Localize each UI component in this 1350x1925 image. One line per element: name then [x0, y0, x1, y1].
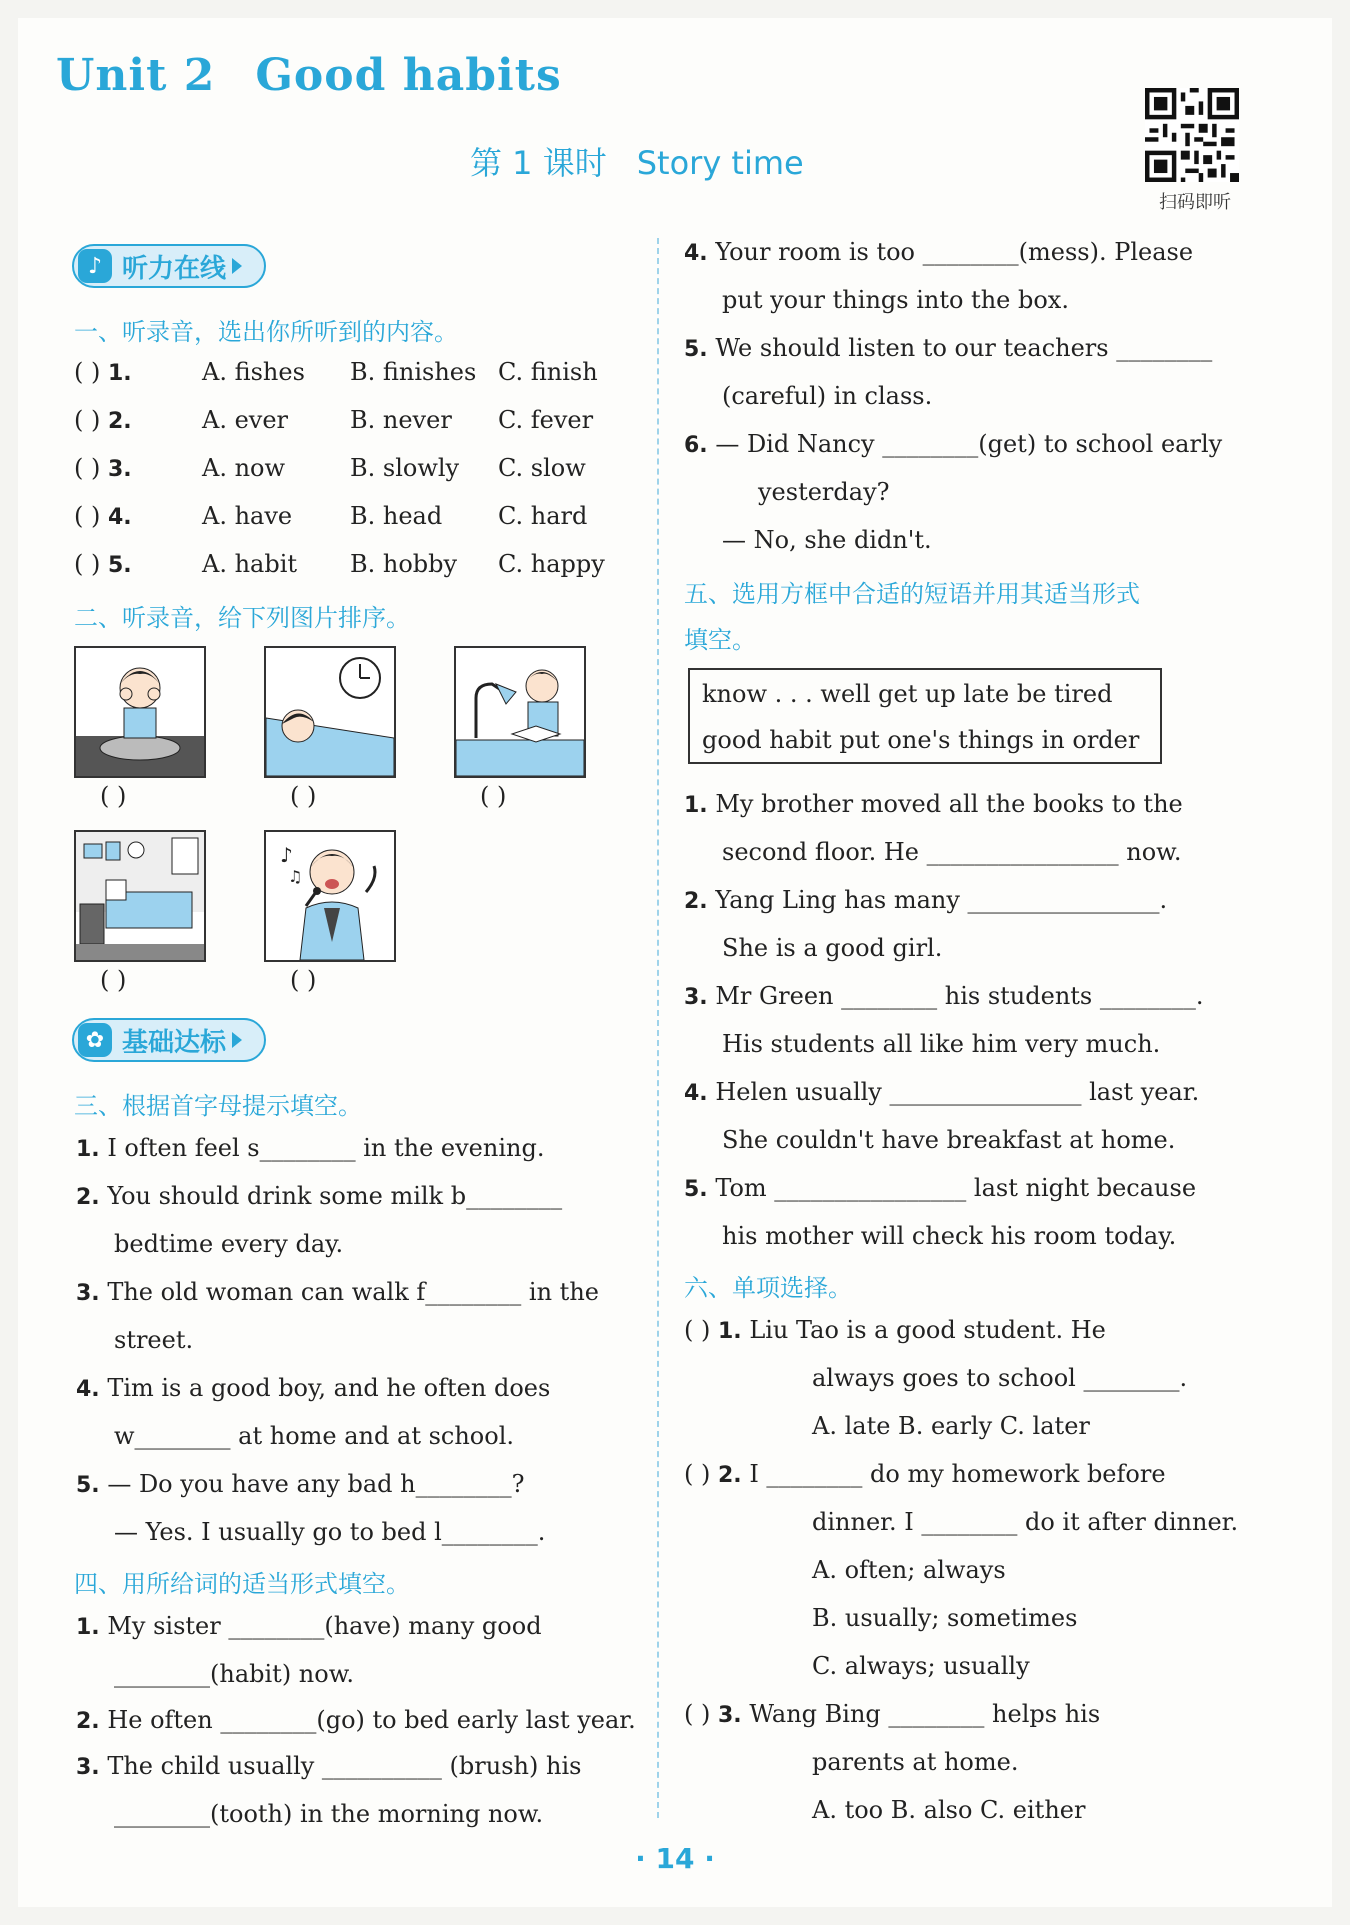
- phrase-box-line: good habit put one's things in order: [702, 726, 1140, 754]
- list-item: C. always; usually: [812, 1652, 1030, 1680]
- list-item: 5. Tom ________________ last night because: [684, 1174, 1197, 1202]
- list-item: She is a good girl.: [722, 934, 943, 962]
- list-item: ( ) 2. A. ever B. never C. fever: [74, 406, 594, 434]
- list-item: ( ) 3. A. now B. slowly C. slow: [74, 454, 586, 482]
- list-item: 2. Yang Ling has many ________________.: [684, 886, 1168, 914]
- picture-order-blank[interactable]: ( ): [290, 966, 317, 994]
- part1-title: 一、听录音，选出你所听到的内容。: [74, 318, 458, 346]
- part5-title-cont: 填空。: [684, 626, 756, 654]
- list-item: (careful) in class.: [722, 382, 933, 410]
- list-item: 2. He often ________(go) to bed early last year.: [76, 1706, 636, 1734]
- picture-sleeping: [264, 646, 396, 778]
- picture-doing-homework: [454, 646, 586, 778]
- list-item: 1. I often feel s________ in the evening.: [76, 1134, 545, 1162]
- list-item: his mother will check his room today.: [722, 1222, 1177, 1250]
- svg-text:♫: ♫: [288, 867, 303, 886]
- qr-code-icon[interactable]: [1145, 88, 1239, 182]
- list-item: dinner. I ________ do it after dinner.: [812, 1508, 1239, 1536]
- list-item: second floor. He ________________ now.: [722, 838, 1182, 866]
- list-item: ( ) 3. Wang Bing ________ helps his: [684, 1700, 1101, 1728]
- picture-tidy-bedroom: [74, 830, 206, 962]
- part3-title: 三、根据首字母提示填空。: [74, 1092, 362, 1120]
- list-item: B. usually; sometimes: [812, 1604, 1078, 1632]
- list-item: street.: [114, 1326, 194, 1354]
- list-item: 3. The child usually __________ (brush) his: [76, 1752, 582, 1780]
- picture-order-blank[interactable]: ( ): [100, 782, 127, 810]
- list-item: 6. — Did Nancy ________(get) to school early: [684, 430, 1223, 458]
- picture-washing-face: [74, 646, 206, 778]
- phrase-box-line: know . . . well get up late be tired: [702, 680, 1113, 708]
- list-item: ( ) 2. I ________ do my homework before: [684, 1460, 1166, 1488]
- picture-order-blank[interactable]: ( ): [290, 782, 317, 810]
- part5-title: 五、选用方框中合适的短语并用其适当形式: [684, 580, 1140, 608]
- list-item: ( ) 4. A. have B. head C. hard: [74, 502, 588, 530]
- part2-title: 二、听录音，给下列图片排序。: [74, 604, 410, 632]
- list-item: 1. My brother moved all the books to the: [684, 790, 1183, 818]
- list-item: bedtime every day.: [114, 1230, 344, 1258]
- list-item: parents at home.: [812, 1748, 1019, 1776]
- list-item: 4. Helen usually ________________ last year.: [684, 1078, 1200, 1106]
- svg-text:♪: ♪: [280, 843, 293, 867]
- gear-icon: ✿: [78, 1023, 112, 1057]
- list-item: 5. We should listen to our teachers ________: [684, 334, 1213, 362]
- part6-title: 六、单项选择。: [684, 1274, 852, 1302]
- picture-order-blank[interactable]: ( ): [480, 782, 507, 810]
- qr-label: 扫码即听: [1159, 192, 1231, 213]
- list-item: A. too B. also C. either: [812, 1796, 1086, 1824]
- list-item: 5. — Do you have any bad h________?: [76, 1470, 525, 1498]
- list-item: 4. Tim is a good boy, and he often does: [76, 1374, 551, 1402]
- banner-basic: ✿ 基础达标: [72, 1018, 266, 1062]
- list-item: ( ) 1. Liu Tao is a good student. He: [684, 1316, 1106, 1344]
- page-number: · 14 ·: [635, 1842, 715, 1875]
- list-item: 3. Mr Green ________ his students ________.: [684, 982, 1204, 1010]
- list-item: She couldn't have breakfast at home.: [722, 1126, 1176, 1154]
- lesson-title: 第 1 课时 Story time: [470, 144, 804, 182]
- list-item: 2. You should drink some milk b________: [76, 1182, 563, 1210]
- list-item: ________(habit) now.: [114, 1660, 355, 1688]
- list-item: 3. The old woman can walk f________ in the: [76, 1278, 599, 1306]
- list-item: w________ at home and at school.: [114, 1422, 515, 1450]
- column-divider: [657, 238, 659, 1818]
- list-item: His students all like him very much.: [722, 1030, 1161, 1058]
- list-item: — No, she didn't.: [722, 526, 932, 554]
- headphones-icon: ♪: [78, 249, 112, 283]
- list-item: 1. My sister ________(have) many good: [76, 1612, 542, 1640]
- list-item: — Yes. I usually go to bed l________.: [114, 1518, 546, 1546]
- list-item: 4. Your room is too ________(mess). Please: [684, 238, 1194, 266]
- list-item: ( ) 5. A. habit B. hobby C. happy: [74, 550, 605, 578]
- list-item: yesterday?: [758, 478, 890, 506]
- banner-listening: ♪ 听力在线: [72, 244, 266, 288]
- list-item: ( ) 1. A. fishes B. finishes C. finish: [74, 358, 598, 386]
- picture-order-blank[interactable]: ( ): [100, 966, 127, 994]
- list-item: A. late B. early C. later: [812, 1412, 1090, 1440]
- list-item: put your things into the box.: [722, 286, 1069, 314]
- unit-title: Unit 2 Good habits: [56, 50, 562, 101]
- part4-title: 四、用所给词的适当形式填空。: [74, 1570, 410, 1598]
- picture-singing-boy: [264, 830, 396, 962]
- list-item: A. often; always: [812, 1556, 1006, 1584]
- list-item: always goes to school ________.: [812, 1364, 1188, 1392]
- list-item: ________(tooth) in the morning now.: [114, 1800, 544, 1828]
